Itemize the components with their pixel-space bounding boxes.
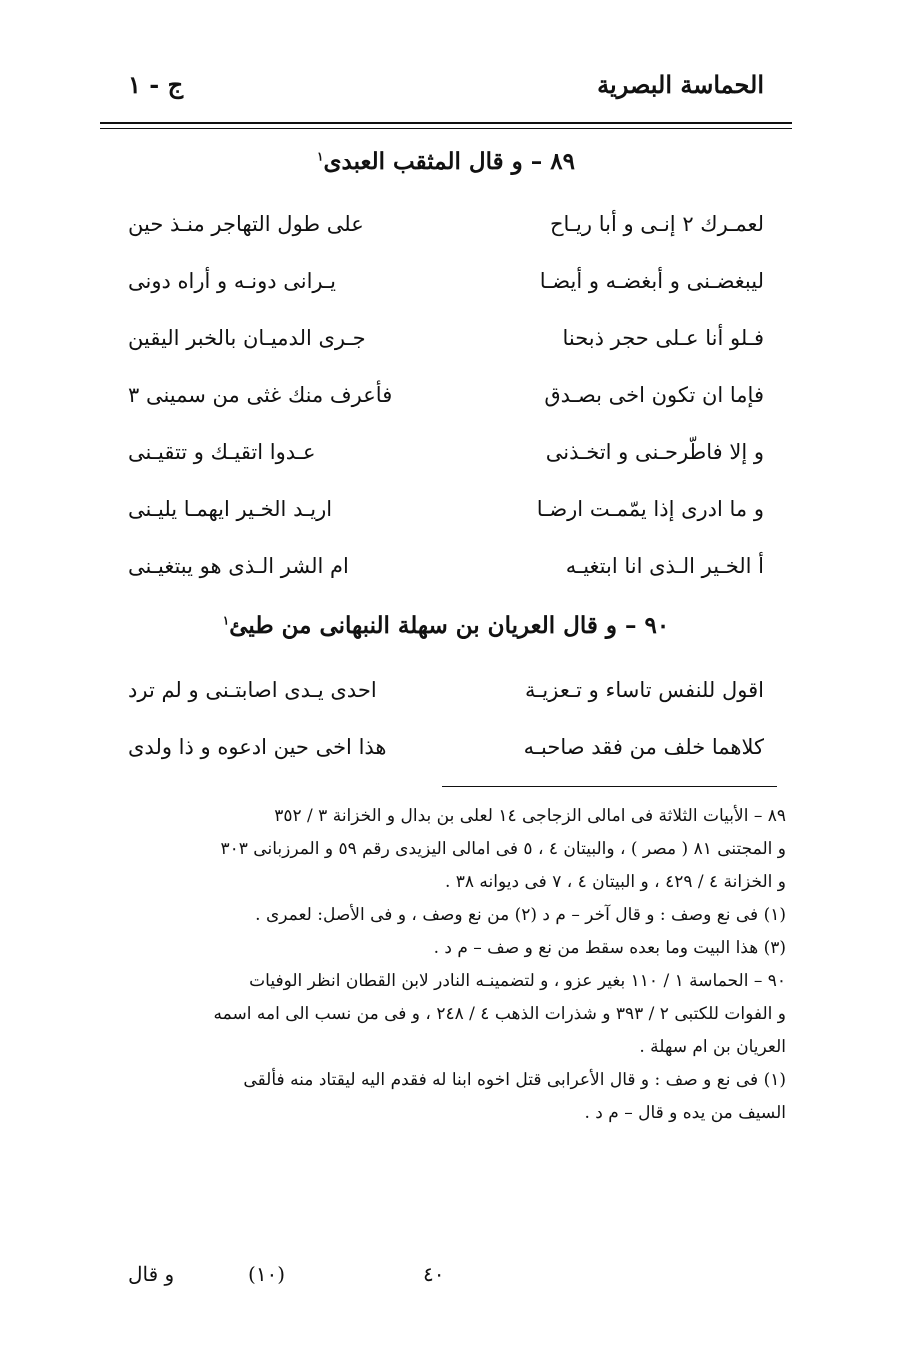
footnote-line: ٩٠ – الحماسة ١ / ١١٠ بغير عزو ، و لتضمينـه النادر لابن القطان انظر الوفيات (249, 971, 786, 991)
footnote-mark: ١ (317, 149, 324, 164)
first-hemistich: و إلا فاطّرحـنى و اتخـذنى (545, 440, 764, 464)
volume-indicator: ج - ١ (128, 70, 184, 99)
footnote-line: و الخزانة ٤ / ٤٢٩ ، و البيتان ٤ ، ٧ فى ديوانه ٣٨ . (444, 872, 786, 892)
signature-mark: (١٠) (248, 1262, 286, 1286)
footnote-line: (١) فى نع و صف : و قال الأعرابى قتل اخوه ابنا له فقدم اليه ليقتاد منه فألقى (243, 1070, 786, 1090)
first-hemistich: أ الخـير الـذى انا ابتغيـه (565, 554, 764, 578)
second-hemistich: عـدوا اتقيـك و تتقيـنى (128, 440, 316, 464)
verse-line (128, 326, 764, 366)
verse-line (128, 497, 764, 537)
verse-line (128, 735, 764, 775)
second-hemistich: جـرى الدميـان بالخبر اليقين (128, 326, 366, 350)
catchword: و قال (128, 1262, 175, 1286)
verse-line (128, 440, 764, 480)
poem-heading-text: ٨٩ – و قال المثقب العبدى (323, 148, 575, 175)
header-rule-thin (100, 128, 792, 129)
footnote-line: العريان بن ام سهلة . (639, 1037, 786, 1057)
footnote-line: ٨٩ – الأبيات الثلاثة فى امالى الزجاجى ١٤ لعلى بن بدال و الخزانة ٣ / ٣٥٢ (274, 806, 786, 826)
poem-heading-text: ٩٠ – و قال العريان بن سهلة النبهانى من طيئ (229, 612, 670, 639)
footnote-divider (442, 786, 777, 787)
footnote-line: و الفوات للكتبى ٢ / ٣٩٣ و شذرات الذهب ٤ / ٢٤٨ ، و فى من نسب الى امه اسمه (213, 1004, 786, 1024)
poem-heading (100, 148, 792, 175)
first-hemistich: فـلو أنا عـلى حجر ذبحنا (562, 326, 764, 350)
running-header (128, 70, 764, 110)
first-hemistich: اقول للنفس تاساء و تـعزيـة (525, 678, 764, 702)
verse-line (128, 678, 764, 718)
second-hemistich: اريـد الخـير ايهمـا يليـنى (128, 497, 333, 521)
first-hemistich: كلاهما خلف من فقد صاحبـه (523, 735, 764, 759)
second-hemistich: فأعرف منك غثى من سمينى ٣ (128, 383, 393, 407)
second-hemistich: يـرانى دونـه و أراه دونى (128, 269, 337, 293)
footnote-line: السيف من يده و قال – م د . (584, 1103, 786, 1123)
first-hemistich: ليبغضـنى و أبغضـه و أيضـا (539, 269, 764, 293)
poem-heading (100, 612, 792, 639)
verse-line (128, 212, 764, 252)
first-hemistich: و ما ادرى إذا يمّمـت ارضـا (536, 497, 764, 521)
footnote-mark: ١ (222, 613, 230, 628)
footnotes (104, 800, 786, 1130)
footnote-line: و المجتنى ٨١ ( مصر ) ، والبيتان ٤ ، ٥ فى امالى اليزيدى رقم ٥٩ و المرزبانى ٣٠٣ (220, 839, 786, 859)
book-title: الحماسة البصرية (597, 70, 764, 99)
second-hemistich: هذا اخى حين ادعوه و ذا ولدى (128, 735, 387, 759)
page-number: ٤٠ (423, 1262, 445, 1286)
second-hemistich: ام الشر الـذى هو يبتغيـنى (128, 554, 349, 578)
verse-line (128, 383, 764, 423)
page-footer (128, 1262, 768, 1298)
verse-line (128, 269, 764, 309)
first-hemistich: فإما ان تكون اخى بصـدق (544, 383, 764, 407)
second-hemistich: احدى يـدى اصابتـنى و لم ترد (128, 678, 377, 702)
second-hemistich: على طول التهاجر منـذ حين (128, 212, 364, 236)
footnote-line: (٣) هذا البيت وما بعده سقط من نع و صف – م د . (433, 938, 786, 958)
first-hemistich: لعمـرك ٢ إنـى و أبا ريـاح (549, 212, 764, 236)
verse-line (128, 554, 764, 594)
header-rule (100, 122, 792, 124)
footnote-line: (١) فى نع وصف : و قال آخر – م د (٢) من نع وصف ، و فى الأصل: لعمرى . (255, 905, 786, 925)
